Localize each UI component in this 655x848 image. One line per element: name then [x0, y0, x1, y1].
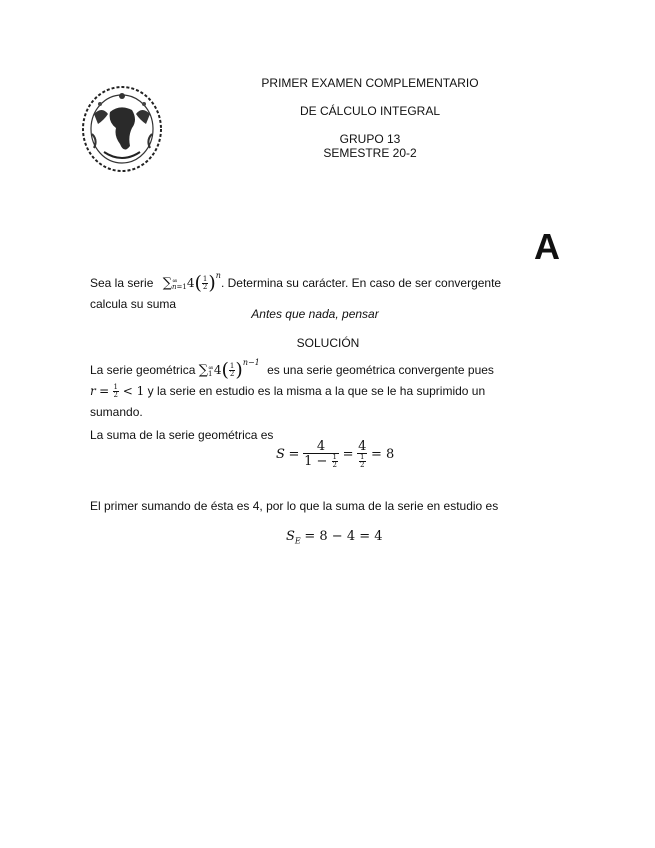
problem-text-line2: calcula su suma: [90, 297, 177, 311]
solution-heading: SOLUCIÓN: [296, 336, 360, 350]
geometric-series-formula: ∑ ∞ 1 4( $\frac{1}{2}$ )$^{n-1}$: [198, 358, 260, 382]
problem-text-before: Sea la serie: [90, 276, 154, 290]
ratio-formula: r = $\frac{1}{2}$ < 1: [90, 383, 145, 400]
logo: [80, 84, 164, 174]
sum-formula: S = 4 1 − $\frac{1}{2}$ = $\frac{4}{\frac{1}{2}}$ = 8: [276, 439, 395, 469]
series-formula: ∑ ∞ n=1 4( $\frac{1}{2}$ )$^n$: [162, 271, 221, 295]
solution-paragraph-2: La suma de la serie geométrica es: [90, 428, 274, 442]
final-sum-formula: $S_E = 8 - 4 = 4$: [286, 529, 383, 546]
solution-paragraph-3: El primer sumando de ésta es 4, por lo que la suma de la serie en estudio es: [90, 499, 499, 513]
course-title: DE CÁLCULO INTEGRAL: [299, 104, 441, 118]
problem-text-after: . Determina su carácter. En caso de ser convergente: [220, 276, 502, 290]
group-label: GRUPO 13: [339, 132, 401, 146]
exam-title: PRIMER EXAMEN COMPLEMENTARIO: [261, 76, 479, 90]
semester-label: SEMESTRE 20-2: [323, 146, 417, 160]
solution-paragraph-1: La serie geométrica ∑ ∞ 1 4( $\frac{1}{2}$ )$^{n-1}$ es una serie geométrica convergente pues r = $\frac{1}{2}$ < 1 y la serie en estudio es la misma a la que se le ha suprimido un sumando.: [90, 358, 494, 419]
exam-version: A: [534, 226, 560, 267]
motto: Antes que nada, pensar: [251, 307, 379, 321]
unam-seal-icon: [80, 84, 164, 174]
